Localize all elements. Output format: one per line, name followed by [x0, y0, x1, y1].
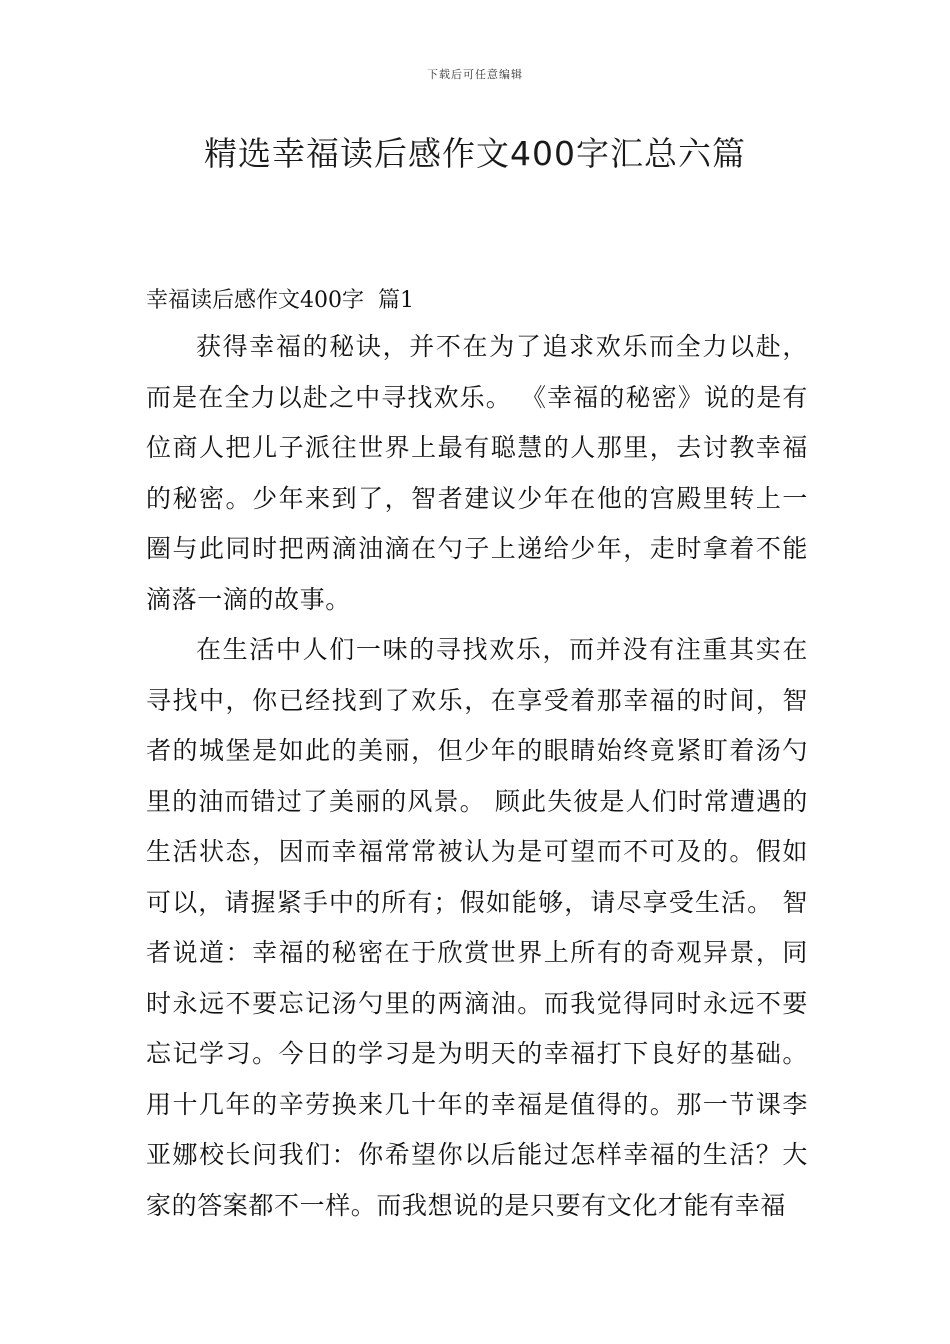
section-heading: 幸福读后感作文400字 篇1	[146, 288, 414, 313]
document-title: 精选幸福读后感作文400字汇总六篇	[204, 134, 746, 173]
header-note: 下载后可任意编辑	[427, 68, 523, 81]
body-text	[146, 322, 808, 1231]
paragraph-1: 获得幸福的秘诀，并不在为了追求欢乐而全力以赴，而是在全力以赴之中寻找欢乐。 《幸福的秘密》说的是有位商人把儿子派往世界上最有聪慧的人那里，去讨教幸福的秘密。少年来到了，智者建议少年在他的宫殿里转上一圈与此同时把两滴油滴在勺子上递给少年，走时拿着不能滴落一滴的故事。	[146, 332, 808, 614]
paragraph-2: 在生活中人们一味的寻找欢乐，而并没有注重其实在寻找中，你已经找到了欢乐，在享受着那幸福的时间，智者的城堡是如此的美丽，但少年的眼睛始终竟紧盯着汤勺里的油而错过了美丽的风景。 顾此失彼是人们时常遭遇的生活状态，因而幸福常常被认为是可望而不可及的。假如可以，请握紧手中的所有；假如能够，请尽享受生活。 智者说道：幸福的秘密在于欣赏世界上所有的奇观异景，同时永远不要忘记汤勺里的两滴油。而我觉得同时永远不要忘记学习。今日的学习是为明天的幸福打下良好的基础。用十几年的辛劳换来几十年的幸福是值得的。那一节课李亚娜校长问我们：你希望你以后能过怎样幸福的生活？大家的答案都不一样。而我想说的是只要有文化才能有幸福	[146, 635, 808, 1220]
